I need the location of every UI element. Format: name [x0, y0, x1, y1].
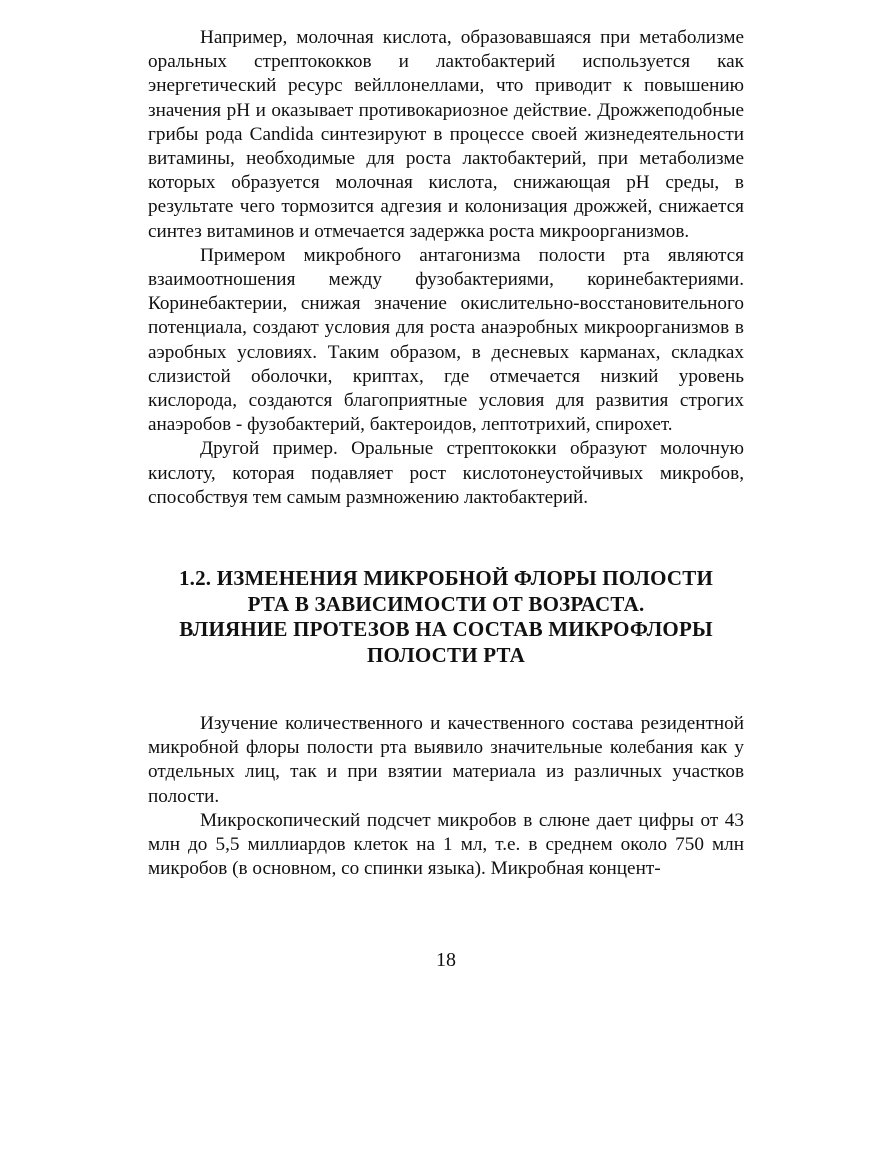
paragraph-lactic-acid: Например, молочная кислота, образовавшаяся при метаболизме оральных стрептококков и лактобактерий используется как энергетический ресурс вейллонеллами, что приводит к повышению значения рН и оказывает противокариозное действие. Дрожжеподобные грибы рода Candida синтезируют в процессе своей жизнедеятельности витамины, необходимые для роста лактобактерий, при метаболизме которых образуется молочная кислота, снижающая рН среды, в результате чего тормозится адгезия и колонизация дрожжей, снижается синтез витаминов и отмечается задержка роста микроорганизмов. — [148, 27, 744, 242]
section-heading — [148, 566, 744, 668]
paragraph-flora-study: Изучение количественного и качественного состава резидентной микробной флоры полости рта выявило значительные колебания как у отдельных лиц, так и при взятии материала из различных участков полости. — [148, 713, 744, 807]
section-heading-line: ВЛИЯНИЕ ПРОТЕЗОВ НА СОСТАВ МИКРОФЛОРЫ — [179, 617, 713, 642]
page-number: 18 — [436, 949, 456, 971]
section-heading-line: 1.2. ИЗМЕНЕНИЯ МИКРОБНОЙ ФЛОРЫ ПОЛОСТИ — [178, 566, 714, 591]
paragraph-another-example: Другой пример. Оральные стрептококки образуют молочную кислоту, которая подавляет рост кислотонеустойчивых микробов, способствуя тем самым размножению лактобактерий. — [148, 438, 744, 508]
section-heading-line: ПОЛОСТИ РТА — [366, 642, 526, 667]
paragraph-microbial-antagonism: Примером микробного антагонизма полости рта являются взаимоотношения между фузобактериями, коринебактериями. Коринебактерии, снижая значение окислительно-восстановительного потенциала, создают условия для роста анаэробных микроорганизмов в аэробных условиях. Таким образом, в десневых карманах, складках слизистой оболочки, криптах, где отмечается низкий уровень кислорода, создаются благоприятные условия для развития строгих анаэробов - фузобактерий, бактероидов, лептотрихий, спирохет. — [148, 244, 744, 436]
section-heading-line: РТА В ЗАВИСИМОСТИ ОТ ВОЗРАСТА. — [247, 591, 645, 616]
page-body — [148, 26, 744, 881]
paragraph-microscopic-count: Микроскопический подсчет микробов в слюне дает цифры от 43 млн до 5,5 миллиардов клеток на 1 мл, т.е. в среднем около 750 млн микробов (в основном, со спинки языка). Микробная концент- — [148, 809, 744, 880]
